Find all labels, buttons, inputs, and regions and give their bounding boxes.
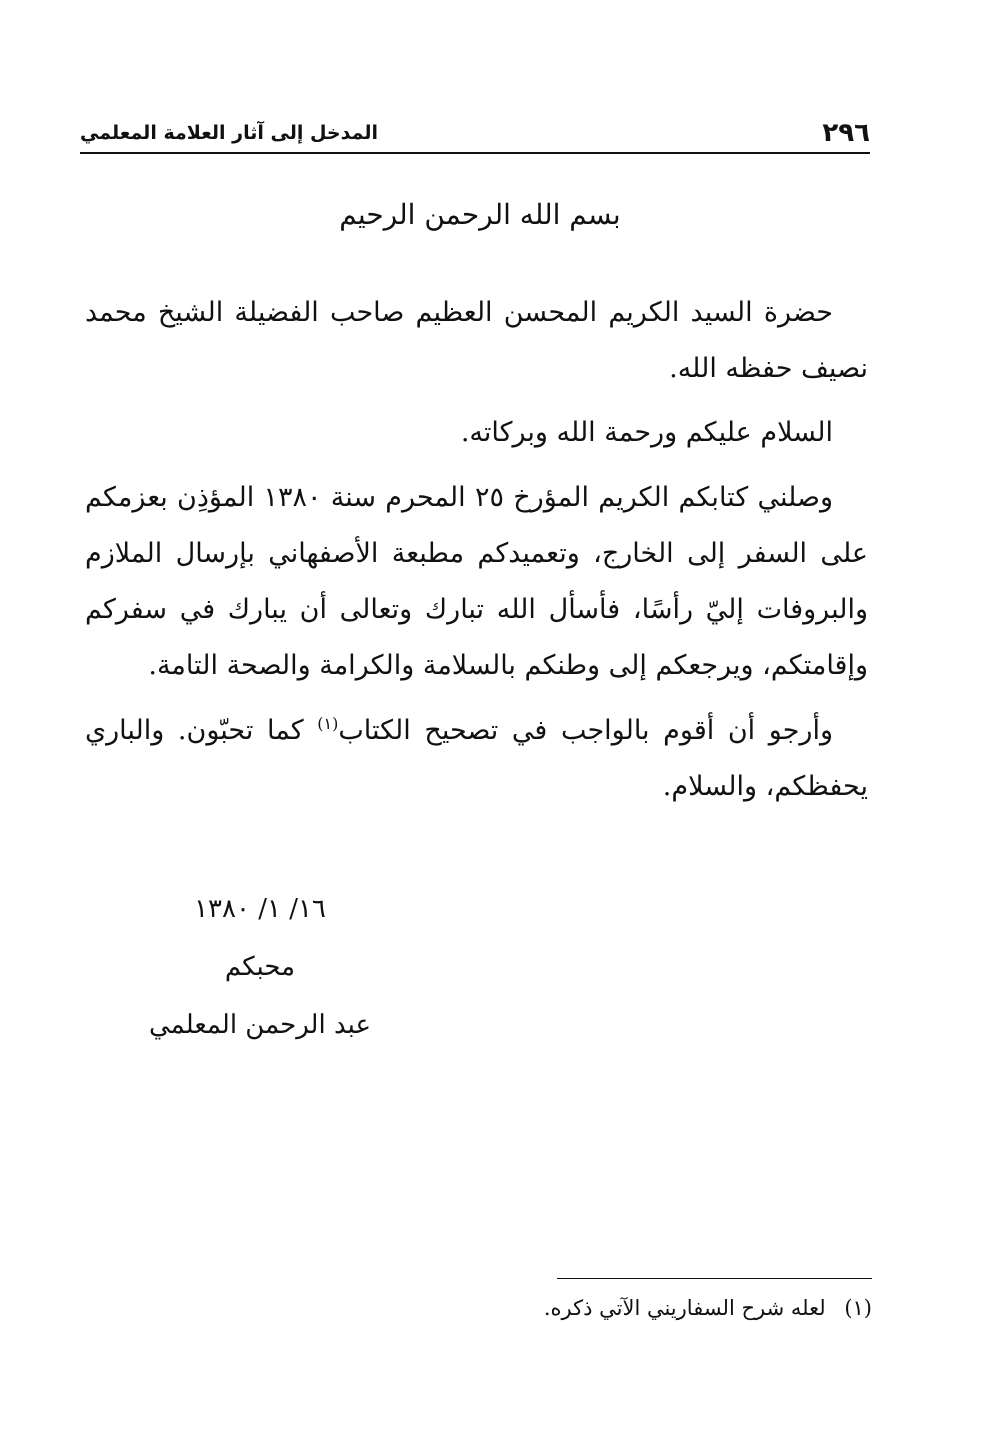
letter-salutation: حضرة السيد الكريم المحسن العظيم صاحب الفضيلة الشيخ محمد نصيف حفظه الله. bbox=[85, 297, 868, 384]
header-divider bbox=[80, 152, 870, 154]
letter-paragraph-1: وصلني كتابكم الكريم المؤرخ ٢٥ المحرم سنة ١٣٨٠ المؤذِن بعزمكم على السفر إلى الخارج، وتعميدكم مطبعة الأصفهاني بإرسال الملازم والبروفات إليّ رأسًا، فأسأل الله تبارك وتعالى أن يبارك في سفركم وإقامتكم، ويرجعكم إلى وطنكم بالسلامة والكرامة والصحة التامة. bbox=[85, 482, 868, 681]
letter-date: ١٦/ ١/ ١٣٨٠ bbox=[194, 894, 326, 924]
running-title: المدخل إلى آثار العلامة المعلمي bbox=[80, 122, 378, 144]
letter-closing: محبكم bbox=[224, 952, 296, 982]
signature-block bbox=[140, 880, 380, 1054]
footnote-divider bbox=[557, 1278, 872, 1279]
basmala-heading: بسم الله الرحمن الرحيم bbox=[339, 198, 621, 231]
footnote-text: لعله شرح السفاريني الآتي ذكره. bbox=[543, 1296, 826, 1320]
page-number: ٢٩٦ bbox=[822, 118, 870, 148]
footnote bbox=[400, 1296, 872, 1320]
letter-greeting: السلام عليكم ورحمة الله وبركاته. bbox=[460, 417, 833, 448]
footnote-marker: (١) bbox=[844, 1296, 872, 1320]
letter-paragraph-2 bbox=[85, 703, 868, 815]
signatory-name: عبد الرحمن المعلمي bbox=[149, 1010, 371, 1040]
paragraph-2-text-end: كما تحبّون. والباري يحفظكم، والسلام. bbox=[85, 715, 868, 802]
footnote-reference: (١) bbox=[317, 714, 339, 733]
paragraph-2-text-start: وأرجو أن أقوم بالواجب في تصحيح الكتاب bbox=[338, 715, 833, 746]
page-header bbox=[80, 118, 870, 152]
